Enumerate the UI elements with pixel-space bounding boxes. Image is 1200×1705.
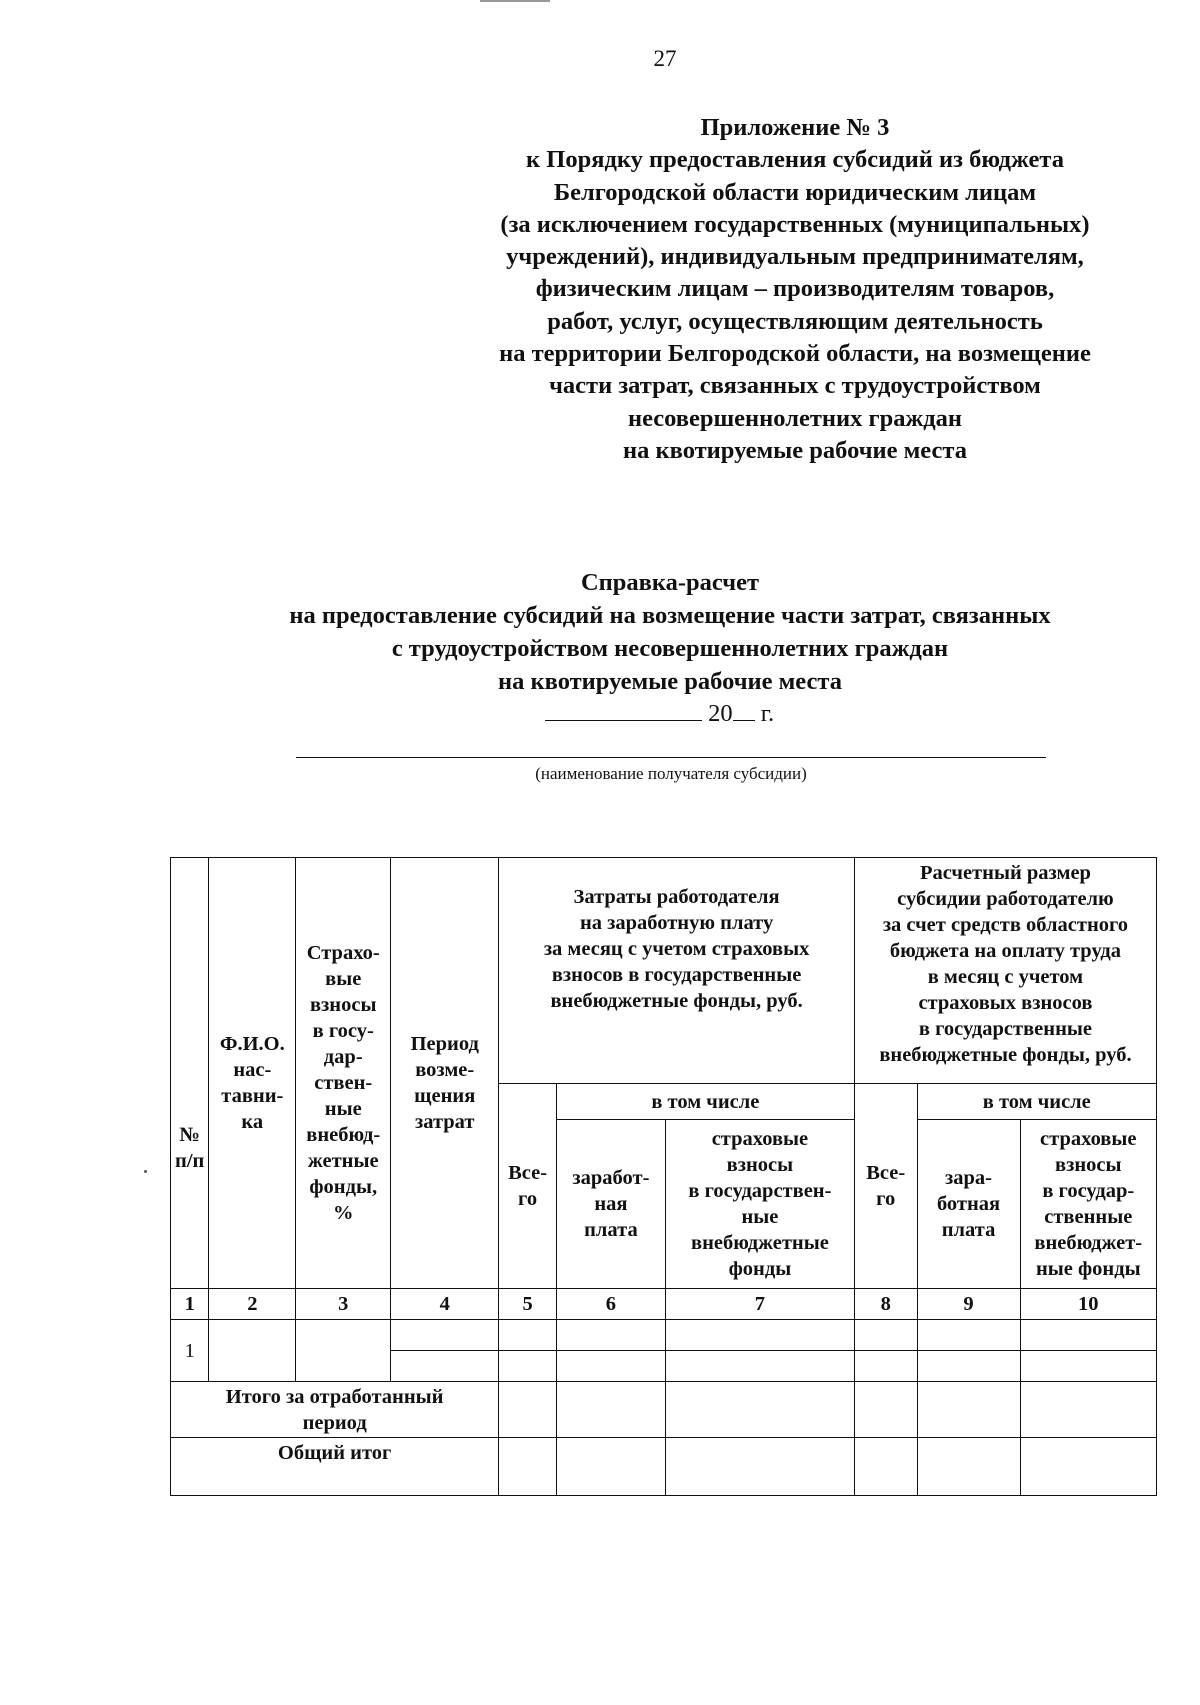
- header-insurance-costs: [665, 1120, 854, 1289]
- column-number: 8: [854, 1289, 917, 1320]
- scan-artifact: [480, 0, 550, 2]
- column-number: 6: [556, 1289, 665, 1320]
- header-insurance-line: взносы: [309, 994, 377, 1016]
- row-cell[interactable]: [1020, 1351, 1156, 1382]
- header-salary-subsidy: [917, 1120, 1020, 1289]
- title-line: на квотируемые рабочие места: [498, 668, 842, 695]
- title-line: на предоставление субсидий на возмещение части затрат, связанных: [289, 602, 1051, 629]
- row-cell[interactable]: [917, 1320, 1020, 1351]
- header-ins-line: в государствен-: [688, 1180, 832, 1202]
- row-cell[interactable]: [556, 1351, 665, 1382]
- header-num-line: п/п: [175, 1150, 205, 1172]
- header-employer-costs-line: взносов в государственные: [551, 963, 802, 986]
- total-cell[interactable]: [917, 1382, 1020, 1438]
- header-insurance-line: фонды,: [309, 1176, 378, 1198]
- appendix-line: работ, услуг, осуществляющим деятельность: [547, 307, 1043, 335]
- total-cell[interactable]: [1020, 1382, 1156, 1438]
- header-period-line: Период: [410, 1033, 479, 1055]
- appendix-line: учреждений), индивидуальным предпринимателям,: [506, 243, 1084, 271]
- header-ins-line: страховые: [1040, 1128, 1137, 1150]
- header-insurance-line: ные: [324, 1098, 362, 1120]
- row-cell[interactable]: [665, 1351, 854, 1382]
- appendix-line: физическим лицам – производителям товаров,: [535, 275, 1055, 303]
- calculation-table: [170, 857, 1157, 1496]
- header-salary-line: заработ-: [572, 1167, 650, 1189]
- header-num: [171, 858, 209, 1289]
- header-subsidy-line: в государственные: [918, 1018, 1092, 1040]
- header-ins-line: страховые: [711, 1128, 809, 1150]
- column-number: 3: [296, 1289, 391, 1320]
- row-cell-period[interactable]: [391, 1320, 499, 1351]
- appendix-line: Белгородской области юридическим лицам: [553, 178, 1037, 206]
- row-cell-insurance[interactable]: [296, 1320, 391, 1382]
- total-cell[interactable]: [556, 1382, 665, 1438]
- header-num-line: №: [179, 1124, 200, 1146]
- header-period-line: возме-: [415, 1059, 475, 1081]
- appendix-line: несовершеннолетних граждан: [627, 404, 963, 432]
- recipient-name-line: [296, 757, 1046, 758]
- grand-total-cell[interactable]: [917, 1438, 1020, 1496]
- column-number: 10: [1020, 1289, 1156, 1320]
- total-label-line: Итого за отработанный: [225, 1385, 444, 1408]
- header-insurance-line: %: [332, 1202, 354, 1224]
- header-including-costs: в том числе: [556, 1084, 854, 1120]
- header-employer-costs-line: Затраты работодателя: [573, 885, 780, 908]
- row-cell[interactable]: [854, 1320, 917, 1351]
- column-number: 5: [499, 1289, 557, 1320]
- row-cell[interactable]: [499, 1320, 557, 1351]
- scan-dot: [144, 1170, 147, 1173]
- header-fio: [209, 858, 296, 1289]
- header-ins-line: фонды: [728, 1258, 792, 1280]
- header-ins-line: взносы: [726, 1154, 794, 1176]
- header-period-line: затрат: [415, 1111, 475, 1133]
- total-label-line: период: [302, 1411, 367, 1434]
- table-row: [171, 1320, 1157, 1351]
- row-number: 1: [171, 1320, 209, 1382]
- header-insurance-line: внебюд-: [306, 1124, 381, 1146]
- header-fio-line: тавни-: [221, 1085, 284, 1107]
- header-insurance-line: ствен-: [314, 1072, 373, 1094]
- header-total-costs: [499, 1084, 557, 1289]
- total-cell[interactable]: [854, 1382, 917, 1438]
- header-subsidy: [854, 858, 1156, 1084]
- header-salary-line: ботная: [936, 1193, 1001, 1215]
- header-total-line: го: [876, 1188, 896, 1210]
- header-total-line: Все-: [866, 1162, 906, 1184]
- header-insurance-line: дар-: [323, 1046, 363, 1068]
- appendix-line: к Порядку предоставления субсидий из бюджета: [526, 146, 1064, 174]
- header-insurance-subsidy: [1020, 1120, 1156, 1289]
- grand-total-label: Общий итог: [171, 1438, 499, 1496]
- header-insurance-line: вые: [325, 968, 362, 990]
- grand-total-row: [171, 1438, 1157, 1496]
- header-fio-line: Ф.И.О.: [219, 1033, 285, 1055]
- total-cell[interactable]: [665, 1382, 854, 1438]
- date-blank: [545, 698, 702, 721]
- recipient-caption: (наименование получателя субсидии): [535, 764, 807, 783]
- title-line: Справка-расчет: [580, 569, 760, 596]
- row-cell[interactable]: [665, 1320, 854, 1351]
- header-ins-line: в государ-: [1042, 1180, 1135, 1202]
- row-cell[interactable]: [854, 1351, 917, 1382]
- total-worked-period-label: [171, 1382, 499, 1438]
- column-number: 2: [209, 1289, 296, 1320]
- header-subsidy-line: внебюджетные фонды, руб.: [879, 1044, 1132, 1066]
- header-subsidy-line: Расчетный размер: [919, 862, 1091, 884]
- row-cell[interactable]: [499, 1351, 557, 1382]
- title-line: с трудоустройством несовершеннолетних граждан: [391, 635, 949, 662]
- row-cell[interactable]: [1020, 1320, 1156, 1351]
- header-salary-line: плата: [584, 1219, 638, 1241]
- column-number: 7: [665, 1289, 854, 1320]
- header-insurance-line: в госу-: [312, 1020, 374, 1042]
- header-including-subsidy: в том числе: [917, 1084, 1156, 1120]
- header-ins-line: ственные: [1044, 1206, 1133, 1228]
- page-number: 27: [653, 46, 677, 71]
- grand-total-cell[interactable]: [665, 1438, 854, 1496]
- appendix-line: (за исключением государственных (муниципальных): [500, 210, 1090, 238]
- header-subsidy-line: бюджета на оплату труда: [889, 940, 1122, 962]
- header-subsidy-line: за счет средств областного: [882, 914, 1129, 936]
- header-salary-line: плата: [941, 1219, 996, 1241]
- row-cell-fio[interactable]: [209, 1320, 296, 1382]
- header-insurance-percent: [296, 858, 391, 1289]
- header-salary-line: зара-: [945, 1167, 993, 1189]
- header-ins-line: взносы: [1055, 1154, 1122, 1176]
- date-year-prefix: 20: [708, 700, 733, 727]
- header-subsidy-line: субсидии работодателю: [897, 888, 1114, 910]
- column-number: 4: [391, 1289, 499, 1320]
- header-employer-costs-line: на заработную плату: [579, 911, 774, 934]
- header-ins-line: ные: [741, 1206, 779, 1228]
- grand-total-cell[interactable]: [854, 1438, 917, 1496]
- total-worked-period-row: [171, 1382, 1157, 1438]
- header-period-line: щения: [414, 1085, 476, 1107]
- header-fio-line: нас-: [233, 1059, 272, 1081]
- column-number: 9: [917, 1289, 1020, 1320]
- appendix-line: на квотируемые рабочие места: [623, 436, 967, 464]
- header-insurance-line: Страхо-: [306, 942, 380, 964]
- header-period: [391, 858, 499, 1289]
- appendix-line: на территории Белгородской области, на возмещение: [499, 340, 1091, 368]
- header-subsidy-line: в месяц с учетом: [927, 966, 1084, 988]
- column-numbers-row: [171, 1289, 1157, 1320]
- appendix-header: [440, 112, 1150, 467]
- header-total-line: го: [518, 1188, 538, 1210]
- header-ins-line: ные фонды: [1035, 1258, 1141, 1280]
- appendix-line: Приложение № 3: [700, 114, 890, 141]
- grand-total-cell[interactable]: [1020, 1438, 1156, 1496]
- document-title: [170, 566, 1170, 698]
- header-salary-line: ная: [594, 1193, 628, 1215]
- header-fio-line: ка: [241, 1111, 264, 1133]
- header-employer-costs-line: за месяц с учетом страховых: [543, 937, 810, 960]
- year-blank: [733, 698, 755, 721]
- date-line: [545, 698, 774, 728]
- header-subsidy-line: страховых взносов: [918, 992, 1093, 1014]
- row-cell[interactable]: [556, 1320, 665, 1351]
- header-total-line: Все-: [508, 1162, 548, 1184]
- date-suffix: г.: [760, 700, 775, 727]
- grand-total-cell[interactable]: [556, 1438, 665, 1496]
- grand-total-cell[interactable]: [499, 1438, 557, 1496]
- header-ins-line: внебюджетные: [691, 1232, 829, 1254]
- header-total-subsidy: [854, 1084, 917, 1289]
- header-insurance-line: жетные: [307, 1150, 379, 1172]
- row-cell-period[interactable]: [391, 1351, 499, 1382]
- row-cell[interactable]: [917, 1351, 1020, 1382]
- column-number: 1: [171, 1289, 209, 1320]
- header-salary-costs: [556, 1120, 665, 1289]
- header-ins-line: внебюджет-: [1034, 1232, 1143, 1254]
- appendix-line: части затрат, связанных с трудоустройством: [549, 372, 1041, 400]
- total-cell[interactable]: [499, 1382, 557, 1438]
- header-employer-costs-line: внебюджетные фонды, руб.: [550, 989, 803, 1012]
- header-employer-costs: [499, 858, 855, 1084]
